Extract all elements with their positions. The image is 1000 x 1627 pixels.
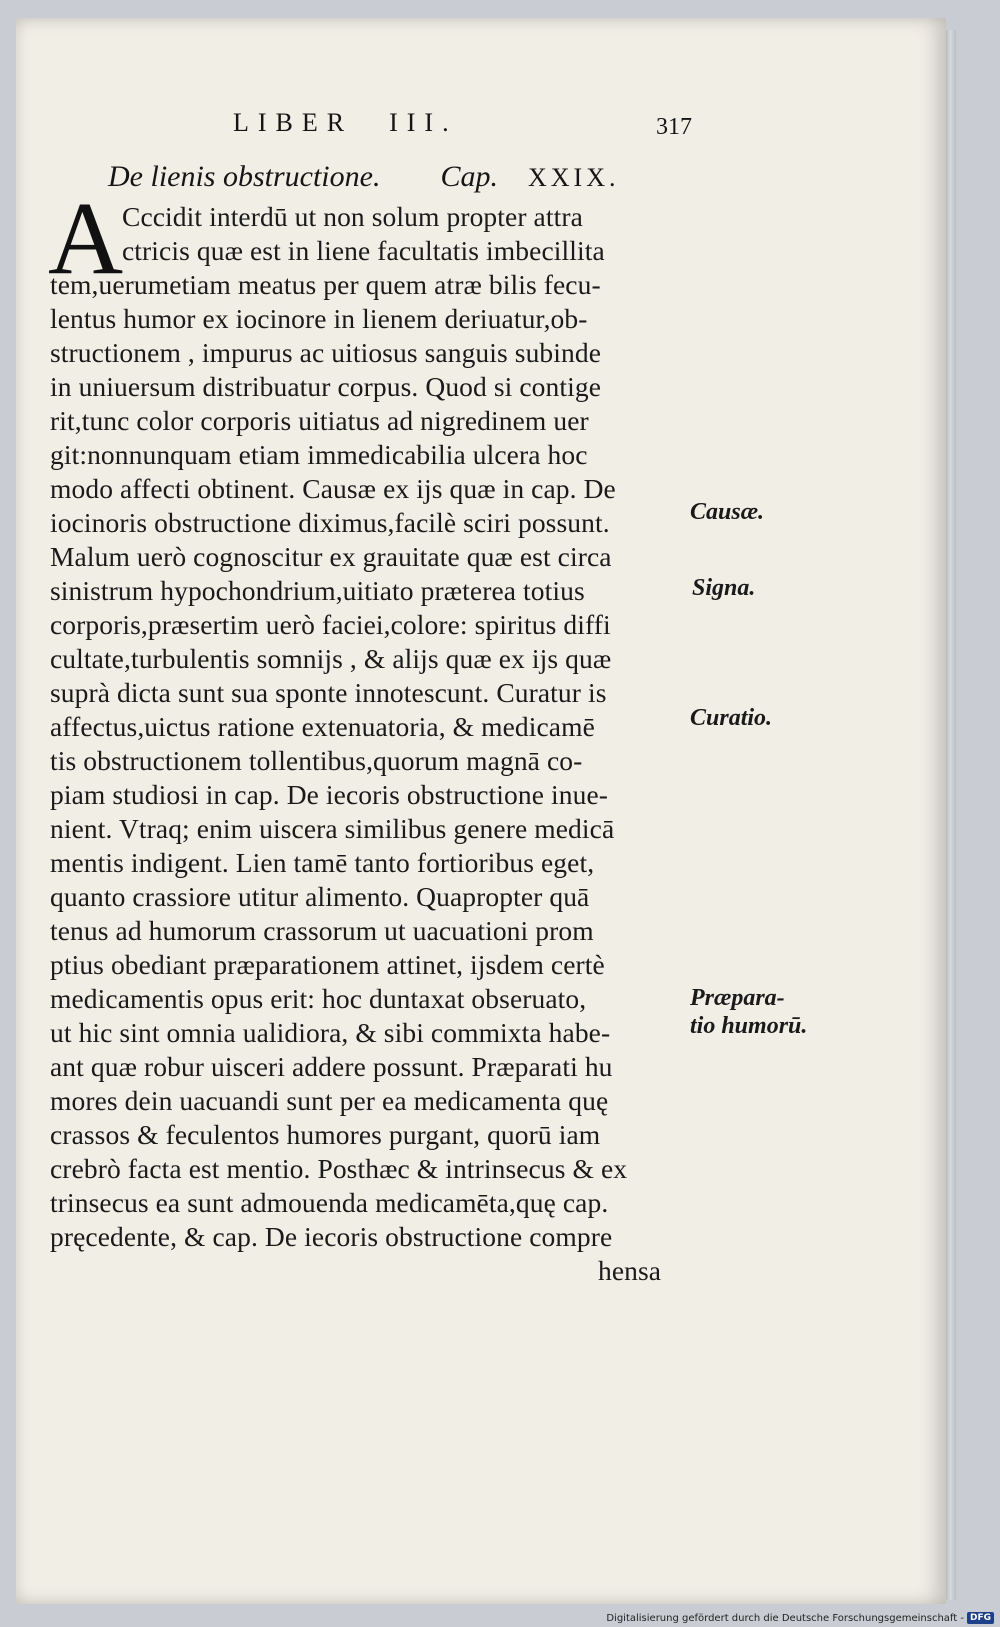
text-line: sinistrum hypochondrium,uitiato præterea totius: [50, 575, 585, 606]
catchword-line: hensa: [598, 1255, 662, 1286]
text-line: crebrò facta est mentio. Posthæc & intrinsecus & ex: [50, 1153, 628, 1184]
credit-text: Digitalisierung gefördert durch die Deutsche Forschungsgemeinschaft -: [606, 1612, 964, 1624]
text-line: mentis indigent. Lien tamē tanto fortioribus eget,: [50, 847, 595, 878]
digitization-credit: [606, 1612, 994, 1624]
text-line: git:nonnunquam etiam immedicabilia ulcera hoc: [50, 439, 588, 470]
margin-note-curatio: Curatio.: [690, 705, 773, 731]
text-line: Malum uerò cognoscitur ex grauitate quæ est circa: [50, 541, 612, 572]
text-line: corporis,præsertim uerò faciei,colore: spiritus diffi: [50, 609, 611, 640]
running-head: [233, 108, 458, 138]
text-line: nient. Vtraq; enim uiscera similibus genere medicā: [50, 813, 615, 844]
margin-note-causae: Causæ.: [690, 499, 765, 525]
text-line: structionem , impurus ac uitiosus sanguis subinde: [50, 337, 602, 368]
margin-note-praeparatio: Præpara-: [690, 985, 785, 1011]
chapter-title: De lienis obstructione.: [108, 160, 381, 193]
text-line: tis obstructionem tollentibus,quorum magnā co-: [50, 745, 583, 776]
text-line: pręcedente, & cap. De iecoris obstructione compre: [50, 1221, 613, 1252]
text-line: crassos & feculentos humores purgant, quorū iam: [50, 1119, 601, 1150]
text-line: ptius obediant præparationem attinet, ijsdem certè: [50, 949, 605, 980]
text-line: ut hic sint omnia ualidiora, & sibi commixta habe-: [50, 1017, 611, 1048]
running-head-book-number: III.: [389, 108, 458, 137]
text-line: tenus ad humorum crassorum ut uacuationi prom: [50, 915, 594, 946]
text-line: tem,uerumetiam meatus per quem atræ bilis fecu-: [50, 269, 601, 300]
text-line: rit,tunc color corporis uitiatus ad nigredinem uer: [50, 405, 589, 436]
chapter-number: XXIX.: [527, 163, 620, 192]
text-line: modo affecti obtinent. Causæ ex ijs quæ in cap. De: [50, 473, 616, 504]
margin-note-signa: Signa.: [692, 575, 756, 601]
text-line: ant quæ robur uisceri addere possunt. Præparati hu: [50, 1051, 613, 1082]
chapter-cap-label: Cap.: [440, 160, 498, 193]
text-line: medicamentis opus erit: hoc duntaxat obseruato,: [50, 983, 587, 1014]
text-line: ctricis quæ est in liene facultatis imbecillita: [122, 235, 605, 266]
drop-cap-initial: A: [48, 181, 124, 296]
chapter-heading: [108, 160, 619, 194]
page-number: 317: [656, 114, 692, 140]
running-head-liber: LIBER: [233, 108, 354, 137]
text-line: suprà dicta sunt sua sponte innotescunt. Curatur is: [50, 677, 607, 708]
text-line: lentus humor ex iocinore in lienem deriuatur,ob-: [50, 303, 588, 334]
text-line: mores dein uacuandi sunt per ea medicamenta quę: [50, 1085, 609, 1116]
margin-note-praeparatio-cont: tio humorū.: [690, 1013, 808, 1039]
dfg-logo-icon: DFG: [967, 1612, 994, 1624]
text-line: Cccidit interdū ut non solum propter attra: [122, 201, 583, 232]
text-line: quanto crassiore utitur alimento. Quapropter quā: [50, 881, 590, 912]
text-line: trinsecus ea sunt admouenda medicamēta,quę cap.: [50, 1187, 609, 1218]
text-line: affectus,uictus ratione extenuatoria, & medicamē: [50, 711, 595, 742]
text-line: piam studiosi in cap. De iecoris obstructione inue-: [50, 779, 609, 810]
text-line: cultate,turbulentis somnijs , & alijs quæ ex ijs quæ: [50, 643, 612, 674]
text-line: in uniuersum distribuatur corpus. Quod si contige: [50, 371, 602, 402]
text-line: iocinoris obstructione diximus,facilè sciri possunt.: [50, 507, 610, 538]
